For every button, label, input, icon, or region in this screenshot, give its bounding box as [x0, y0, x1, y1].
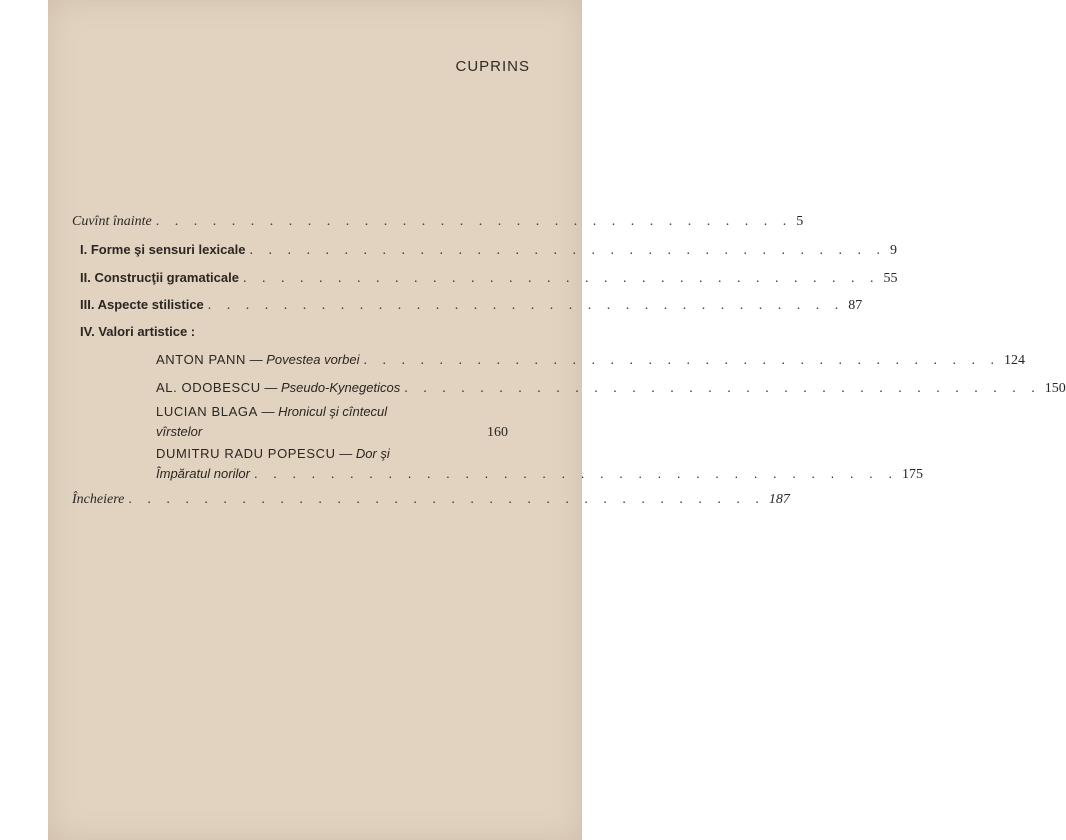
- toc-page-number: 160: [487, 425, 508, 440]
- dash: —: [246, 352, 267, 367]
- toc-page-number: 55: [883, 271, 898, 286]
- toc-subentry-blaga: [156, 404, 508, 419]
- toc-page-number: 187: [768, 492, 790, 507]
- toc-entry-label: Încheiere: [72, 492, 125, 507]
- toc-entry-chapter-4: [80, 324, 508, 339]
- toc-subentry-blaga-cont: [156, 424, 508, 441]
- toc-entry-foreword: [72, 214, 804, 230]
- work-title: Pseudo-Kynegeticos: [280, 380, 401, 395]
- toc-subentry-odobescu: [156, 380, 1066, 397]
- work-title-cont: vîrstelor: [156, 424, 203, 439]
- toc-page-number: 87: [848, 298, 863, 313]
- dot-leader: . . . . . . . . . . . . . . . . . . . . . . . . . . . . . . . . . .: [155, 214, 793, 229]
- toc-entry-chapter-3: [80, 297, 863, 314]
- toc-entry-label: II. Construcţii gramaticale: [80, 270, 239, 285]
- dot-leader: . . . . . . . . . . . . . . . . . . . . . . . . . . . . . . . . . .: [249, 243, 886, 258]
- toc-page-number: 9: [889, 243, 897, 258]
- toc-page-number: 175: [901, 467, 923, 482]
- work-title: Hronicul şi cîntecul: [278, 404, 388, 419]
- dot-leader: . . . . . . . . . . . . . . . . . . . . . . . . . . . . . . . . . .: [363, 353, 1000, 368]
- toc-subentry-anton-pann: [156, 352, 1025, 369]
- author-name: AL. ODOBESCU: [156, 380, 261, 395]
- work-title: Povestea vorbei: [266, 352, 360, 367]
- dot-leader: . . . . . . . . . . . . . . . . . . . . . . . . . . . . . . . . . .: [128, 492, 765, 507]
- toc-page-number: 150: [1044, 381, 1066, 396]
- author-name: LUCIAN BLAGA: [156, 404, 258, 419]
- author-name: ANTON PANN: [156, 352, 247, 367]
- work-title-cont: Împăratul norilor: [156, 466, 250, 481]
- toc-entry-label: Cuvînt înainte: [72, 214, 152, 229]
- toc-entry-label: III. Aspecte stilistice: [80, 297, 204, 312]
- dot-leader: . . . . . . . . . . . . . . . . . . . . . . . . . . . . . . . . . .: [242, 271, 880, 286]
- dot-leader: . . . . . . . . . . . . . . . . . . . . . . . . . . . . . . . . . .: [207, 298, 845, 313]
- toc-entry-conclusion: [72, 492, 790, 508]
- toc-entry-label: I. Forme şi sensuri lexicale: [80, 242, 246, 257]
- page-heading: CUPRINS: [455, 58, 530, 75]
- toc-page-number: 124: [1004, 353, 1025, 368]
- toc-entry-chapter-2: [80, 270, 898, 287]
- toc-page-number: 5: [796, 214, 804, 229]
- toc-entry-chapter-1: [80, 242, 897, 259]
- dot-leader: . . . . . . . . . . . . . . . . . . . . . . . . . . . . . . . . . .: [404, 381, 1041, 396]
- toc-subentry-popescu-cont: [156, 466, 923, 483]
- dash: —: [335, 446, 356, 461]
- toc-subentry-popescu: [156, 446, 508, 461]
- dash: —: [260, 380, 281, 395]
- book-page: [48, 0, 1066, 840]
- work-title: Dor şi: [355, 446, 390, 461]
- dash: —: [257, 404, 279, 419]
- toc-entry-label: IV. Valori artistice :: [80, 324, 196, 339]
- author-name: DUMITRU RADU POPESCU: [156, 446, 336, 461]
- dot-leader: . . . . . . . . . . . . . . . . . . . . . . . . . . . . . . . . . .: [253, 466, 898, 481]
